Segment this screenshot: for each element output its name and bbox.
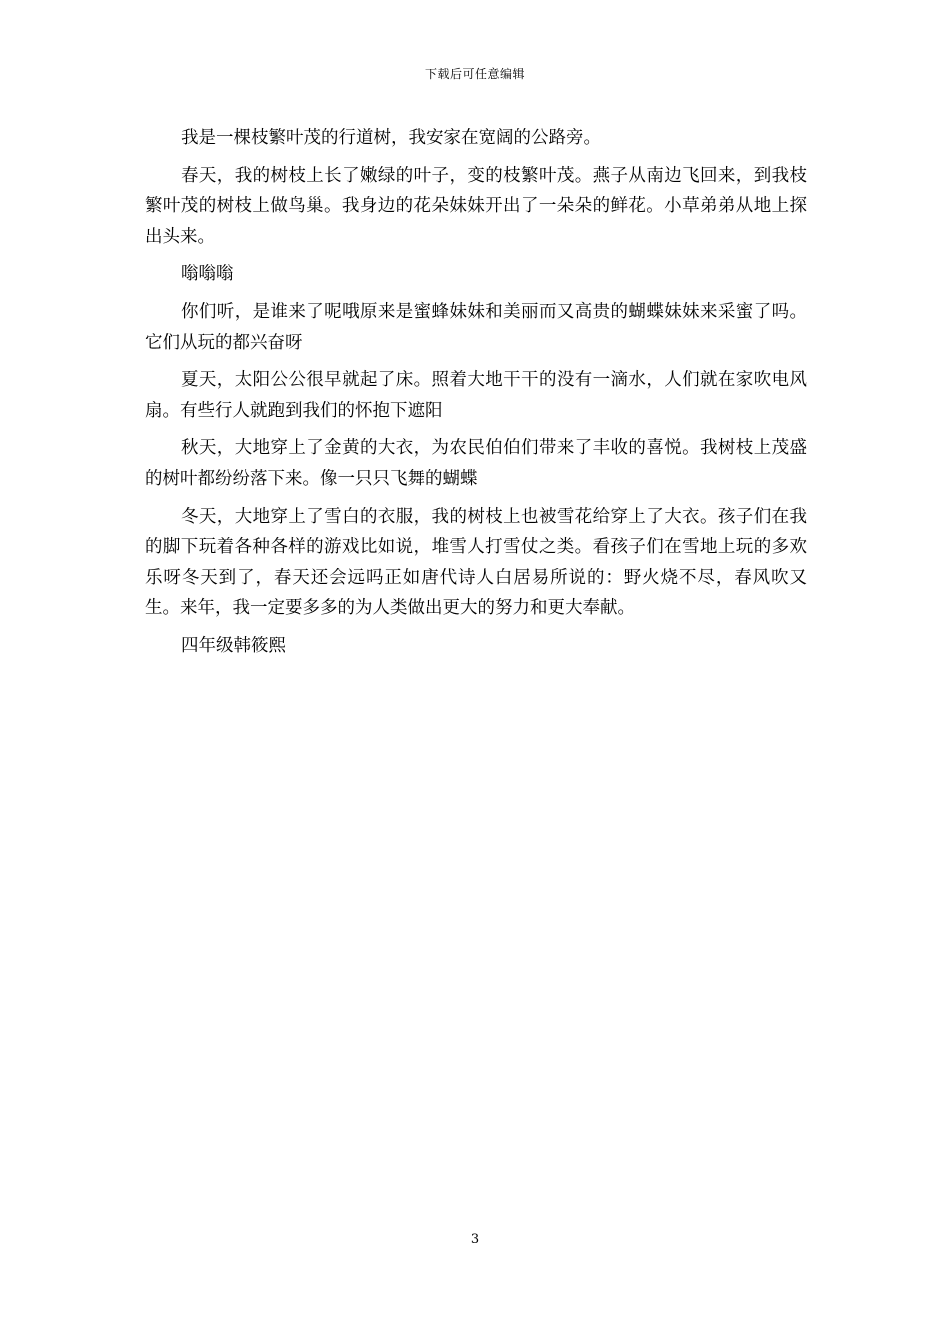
paragraph-winter: 冬天，大地穿上了雪白的衣服，我的树枝上也被雪花给穿上了大衣。孩子们在我的脚下玩着各种各样的游戏比如说，堆雪人打雪仗之类。看孩子们在雪地上玩的多欢乐呀冬天到了，春天还会远吗正如唐代诗人白居易所说的：野火烧不尽，春风吹又生。来年，我一定要多多的为人类做出更大的努力和更大奉献。: [145, 506, 807, 619]
paragraph-author: 四年级韩筱熙: [181, 635, 286, 656]
paragraph-buzz: 嗡嗡嗡: [181, 264, 234, 285]
paragraph-summer: 夏天，太阳公公很早就起了床。照着大地干干的没有一滴水，人们就在家吹电风扇。有些行人就跑到我们的怀抱下遮阳: [145, 370, 807, 421]
paragraph-bees: 你们听，是谁来了呢哦原来是蜜蜂妹妹和美丽而又高贵的蝴蝶妹妹来采蜜了吗。它们从玩的都兴奋呀: [145, 301, 807, 353]
document-body: [145, 123, 807, 669]
paragraph-autumn: 秋天，大地穿上了金黄的大衣，为农民伯伯们带来了丰收的喜悦。我树枝上茂盛的树叶都纷纷落下来。像一只只飞舞的蝴蝶: [145, 438, 807, 489]
page-header: 下载后可任意编辑: [424, 67, 525, 81]
paragraph-spring: 春天，我的树枝上长了嫩绿的叶子，变的枝繁叶茂。燕子从南边飞回来，到我枝繁叶茂的树枝上做鸟巢。我身边的花朵妹妹开出了一朵朵的鲜花。小草弟弟从地上探出头来。: [145, 165, 807, 247]
paragraph-intro: 我是一棵枝繁叶茂的行道树，我安家在宽阔的公路旁。: [181, 128, 601, 148]
page-number: 3: [470, 1232, 480, 1247]
